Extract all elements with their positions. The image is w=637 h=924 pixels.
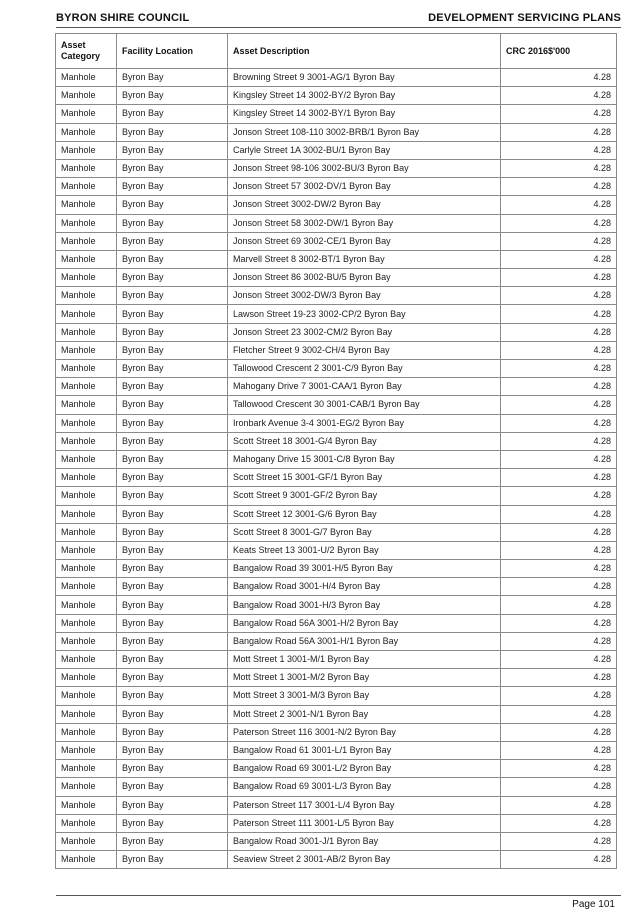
crc-value-cell: 4.28 <box>501 651 617 669</box>
table-row <box>56 105 617 123</box>
table-row <box>56 778 617 796</box>
crc-value-cell: 4.28 <box>501 632 617 650</box>
asset-description-cell: Paterson Street 117 3001-L/4 Byron Bay <box>228 796 501 814</box>
facility-location-cell: Byron Bay <box>117 723 228 741</box>
facility-location-cell: Byron Bay <box>117 487 228 505</box>
asset-category-cell: Manhole <box>56 250 117 268</box>
asset-category-cell: Manhole <box>56 469 117 487</box>
asset-description-cell: Scott Street 18 3001-G/4 Byron Bay <box>228 432 501 450</box>
asset-description-cell: Ironbark Avenue 3-4 3001-EG/2 Byron Bay <box>228 414 501 432</box>
crc-value-cell: 4.28 <box>501 505 617 523</box>
page-number: Page 101 <box>572 899 615 910</box>
crc-value-cell: 4.28 <box>501 560 617 578</box>
facility-location-cell: Byron Bay <box>117 760 228 778</box>
asset-category-cell: Manhole <box>56 396 117 414</box>
table-row <box>56 560 617 578</box>
facility-location-cell: Byron Bay <box>117 578 228 596</box>
table-row <box>56 760 617 778</box>
facility-location-cell: Byron Bay <box>117 596 228 614</box>
table-row <box>56 796 617 814</box>
asset-category-cell: Manhole <box>56 541 117 559</box>
facility-location-cell: Byron Bay <box>117 632 228 650</box>
asset-description-cell: Lawson Street 19-23 3002-CP/2 Byron Bay <box>228 305 501 323</box>
crc-value-cell: 4.28 <box>501 523 617 541</box>
asset-category-cell: Manhole <box>56 69 117 87</box>
table-row <box>56 651 617 669</box>
facility-location-cell: Byron Bay <box>117 269 228 287</box>
crc-value-cell: 4.28 <box>501 360 617 378</box>
facility-location-cell: Byron Bay <box>117 687 228 705</box>
facility-location-cell: Byron Bay <box>117 378 228 396</box>
asset-description-cell: Mott Street 1 3001-M/2 Byron Bay <box>228 669 501 687</box>
asset-description-cell: Mott Street 3 3001-M/3 Byron Bay <box>228 687 501 705</box>
facility-location-cell: Byron Bay <box>117 651 228 669</box>
asset-description-cell: Carlyle Street 1A 3002-BU/1 Byron Bay <box>228 141 501 159</box>
facility-location-cell: Byron Bay <box>117 159 228 177</box>
crc-value-cell: 4.28 <box>501 341 617 359</box>
facility-location-cell: Byron Bay <box>117 614 228 632</box>
table-row <box>56 414 617 432</box>
asset-description-cell: Bangalow Road 69 3001-L/2 Byron Bay <box>228 760 501 778</box>
table-row <box>56 196 617 214</box>
asset-description-cell: Bangalow Road 3001-H/4 Byron Bay <box>228 578 501 596</box>
table-row <box>56 432 617 450</box>
asset-description-cell: Jonson Street 58 3002-DW/1 Byron Bay <box>228 214 501 232</box>
asset-category-cell: Manhole <box>56 796 117 814</box>
table-row <box>56 341 617 359</box>
facility-location-cell: Byron Bay <box>117 69 228 87</box>
table-row <box>56 669 617 687</box>
asset-category-cell: Manhole <box>56 596 117 614</box>
table-row <box>56 723 617 741</box>
facility-location-cell: Byron Bay <box>117 814 228 832</box>
crc-value-cell: 4.28 <box>501 760 617 778</box>
asset-category-cell: Manhole <box>56 814 117 832</box>
asset-description-cell: Scott Street 15 3001-GF/1 Byron Bay <box>228 469 501 487</box>
asset-category-cell: Manhole <box>56 287 117 305</box>
asset-description-cell: Jonson Street 57 3002-DV/1 Byron Bay <box>228 178 501 196</box>
asset-description-cell: Bangalow Road 39 3001-H/5 Byron Bay <box>228 560 501 578</box>
asset-description-cell: Bangalow Road 3001-J/1 Byron Bay <box>228 832 501 850</box>
asset-description-cell: Marvell Street 8 3002-BT/1 Byron Bay <box>228 250 501 268</box>
facility-location-cell: Byron Bay <box>117 832 228 850</box>
table-row <box>56 396 617 414</box>
asset-description-cell: Jonson Street 3002-DW/2 Byron Bay <box>228 196 501 214</box>
facility-location-cell: Byron Bay <box>117 196 228 214</box>
table-row <box>56 123 617 141</box>
column-header-crc: CRC 2016$'000 <box>501 34 617 69</box>
crc-value-cell: 4.28 <box>501 287 617 305</box>
facility-location-cell: Byron Bay <box>117 323 228 341</box>
table-row <box>56 578 617 596</box>
table-row <box>56 250 617 268</box>
table-header-row <box>56 34 617 69</box>
asset-description-cell: Fletcher Street 9 3002-CH/4 Byron Bay <box>228 341 501 359</box>
facility-location-cell: Byron Bay <box>117 360 228 378</box>
asset-category-cell: Manhole <box>56 123 117 141</box>
crc-value-cell: 4.28 <box>501 541 617 559</box>
table-row <box>56 541 617 559</box>
facility-location-cell: Byron Bay <box>117 105 228 123</box>
crc-value-cell: 4.28 <box>501 487 617 505</box>
asset-category-cell: Manhole <box>56 614 117 632</box>
asset-category-cell: Manhole <box>56 687 117 705</box>
crc-value-cell: 4.28 <box>501 123 617 141</box>
asset-table <box>55 33 617 869</box>
asset-description-cell: Jonson Street 23 3002-CM/2 Byron Bay <box>228 323 501 341</box>
table-row <box>56 305 617 323</box>
crc-value-cell: 4.28 <box>501 450 617 468</box>
asset-description-cell: Mott Street 2 3001-N/1 Byron Bay <box>228 705 501 723</box>
crc-value-cell: 4.28 <box>501 723 617 741</box>
table-row <box>56 159 617 177</box>
document-title: DEVELOPMENT SERVICING PLANS <box>428 12 621 24</box>
table-row <box>56 814 617 832</box>
table-row <box>56 632 617 650</box>
asset-category-cell: Manhole <box>56 323 117 341</box>
crc-value-cell: 4.28 <box>501 69 617 87</box>
table-row <box>56 141 617 159</box>
table-row <box>56 232 617 250</box>
asset-category-cell: Manhole <box>56 669 117 687</box>
asset-category-cell: Manhole <box>56 632 117 650</box>
crc-value-cell: 4.28 <box>501 796 617 814</box>
crc-value-cell: 4.28 <box>501 741 617 759</box>
asset-category-cell: Manhole <box>56 305 117 323</box>
facility-location-cell: Byron Bay <box>117 851 228 869</box>
crc-value-cell: 4.28 <box>501 196 617 214</box>
page-header <box>56 8 621 28</box>
asset-category-cell: Manhole <box>56 196 117 214</box>
crc-value-cell: 4.28 <box>501 851 617 869</box>
asset-category-cell: Manhole <box>56 214 117 232</box>
asset-category-cell: Manhole <box>56 360 117 378</box>
facility-location-cell: Byron Bay <box>117 432 228 450</box>
facility-location-cell: Byron Bay <box>117 450 228 468</box>
crc-value-cell: 4.28 <box>501 832 617 850</box>
table-row <box>56 705 617 723</box>
table-row <box>56 832 617 850</box>
asset-category-cell: Manhole <box>56 723 117 741</box>
asset-description-cell: Mott Street 1 3001-M/1 Byron Bay <box>228 651 501 669</box>
crc-value-cell: 4.28 <box>501 614 617 632</box>
asset-description-cell: Jonson Street 108-110 3002-BRB/1 Byron Bay <box>228 123 501 141</box>
facility-location-cell: Byron Bay <box>117 396 228 414</box>
table-row <box>56 214 617 232</box>
asset-category-cell: Manhole <box>56 505 117 523</box>
table-row <box>56 287 617 305</box>
crc-value-cell: 4.28 <box>501 250 617 268</box>
facility-location-cell: Byron Bay <box>117 87 228 105</box>
asset-description-cell: Paterson Street 111 3001-L/5 Byron Bay <box>228 814 501 832</box>
facility-location-cell: Byron Bay <box>117 305 228 323</box>
asset-description-cell: Jonson Street 3002-DW/3 Byron Bay <box>228 287 501 305</box>
asset-description-cell: Keats Street 13 3001-U/2 Byron Bay <box>228 541 501 559</box>
asset-description-cell: Scott Street 12 3001-G/6 Byron Bay <box>228 505 501 523</box>
crc-value-cell: 4.28 <box>501 214 617 232</box>
asset-description-cell: Bangalow Road 56A 3001-H/1 Byron Bay <box>228 632 501 650</box>
asset-category-cell: Manhole <box>56 523 117 541</box>
asset-category-cell: Manhole <box>56 87 117 105</box>
asset-category-cell: Manhole <box>56 487 117 505</box>
asset-description-cell: Bangalow Road 56A 3001-H/2 Byron Bay <box>228 614 501 632</box>
table-row <box>56 469 617 487</box>
asset-description-cell: Seaview Street 2 3001-AB/2 Byron Bay <box>228 851 501 869</box>
asset-category-cell: Manhole <box>56 178 117 196</box>
facility-location-cell: Byron Bay <box>117 414 228 432</box>
asset-category-cell: Manhole <box>56 741 117 759</box>
table-row <box>56 614 617 632</box>
asset-description-cell: Paterson Street 116 3001-N/2 Byron Bay <box>228 723 501 741</box>
asset-description-cell: Kingsley Street 14 3002-BY/2 Byron Bay <box>228 87 501 105</box>
asset-category-cell: Manhole <box>56 578 117 596</box>
facility-location-cell: Byron Bay <box>117 523 228 541</box>
asset-description-cell: Jonson Street 69 3002-CE/1 Byron Bay <box>228 232 501 250</box>
facility-location-cell: Byron Bay <box>117 178 228 196</box>
crc-value-cell: 4.28 <box>501 432 617 450</box>
crc-value-cell: 4.28 <box>501 596 617 614</box>
facility-location-cell: Byron Bay <box>117 341 228 359</box>
crc-value-cell: 4.28 <box>501 178 617 196</box>
facility-location-cell: Byron Bay <box>117 214 228 232</box>
facility-location-cell: Byron Bay <box>117 469 228 487</box>
asset-category-cell: Manhole <box>56 378 117 396</box>
column-header-asset-category: Asset Category <box>56 34 117 69</box>
crc-value-cell: 4.28 <box>501 814 617 832</box>
footer-divider <box>56 895 621 896</box>
asset-description-cell: Scott Street 9 3001-GF/2 Byron Bay <box>228 487 501 505</box>
crc-value-cell: 4.28 <box>501 778 617 796</box>
facility-location-cell: Byron Bay <box>117 541 228 559</box>
column-header-asset-description: Asset Description <box>228 34 501 69</box>
facility-location-cell: Byron Bay <box>117 778 228 796</box>
table-row <box>56 378 617 396</box>
asset-description-cell: Tallowood Crescent 30 3001-CAB/1 Byron Bay <box>228 396 501 414</box>
column-header-facility-location: Facility Location <box>117 34 228 69</box>
asset-description-cell: Bangalow Road 3001-H/3 Byron Bay <box>228 596 501 614</box>
facility-location-cell: Byron Bay <box>117 141 228 159</box>
facility-location-cell: Byron Bay <box>117 560 228 578</box>
asset-category-cell: Manhole <box>56 560 117 578</box>
asset-category-cell: Manhole <box>56 432 117 450</box>
crc-value-cell: 4.28 <box>501 687 617 705</box>
asset-category-cell: Manhole <box>56 269 117 287</box>
facility-location-cell: Byron Bay <box>117 232 228 250</box>
facility-location-cell: Byron Bay <box>117 287 228 305</box>
header-divider <box>56 27 621 28</box>
asset-category-cell: Manhole <box>56 760 117 778</box>
facility-location-cell: Byron Bay <box>117 669 228 687</box>
table-row <box>56 741 617 759</box>
crc-value-cell: 4.28 <box>501 705 617 723</box>
table-row <box>56 323 617 341</box>
facility-location-cell: Byron Bay <box>117 250 228 268</box>
table-row <box>56 687 617 705</box>
table-body <box>56 69 617 869</box>
crc-value-cell: 4.28 <box>501 414 617 432</box>
asset-category-cell: Manhole <box>56 778 117 796</box>
facility-location-cell: Byron Bay <box>117 796 228 814</box>
asset-category-cell: Manhole <box>56 141 117 159</box>
asset-category-cell: Manhole <box>56 705 117 723</box>
crc-value-cell: 4.28 <box>501 159 617 177</box>
table-row <box>56 87 617 105</box>
crc-value-cell: 4.28 <box>501 105 617 123</box>
facility-location-cell: Byron Bay <box>117 123 228 141</box>
asset-category-cell: Manhole <box>56 651 117 669</box>
facility-location-cell: Byron Bay <box>117 505 228 523</box>
asset-description-cell: Bangalow Road 69 3001-L/3 Byron Bay <box>228 778 501 796</box>
asset-category-cell: Manhole <box>56 232 117 250</box>
crc-value-cell: 4.28 <box>501 87 617 105</box>
crc-value-cell: 4.28 <box>501 305 617 323</box>
table-row <box>56 360 617 378</box>
table-row <box>56 505 617 523</box>
crc-value-cell: 4.28 <box>501 141 617 159</box>
crc-value-cell: 4.28 <box>501 578 617 596</box>
asset-category-cell: Manhole <box>56 832 117 850</box>
asset-category-cell: Manhole <box>56 414 117 432</box>
table-row <box>56 523 617 541</box>
crc-value-cell: 4.28 <box>501 469 617 487</box>
asset-category-cell: Manhole <box>56 341 117 359</box>
asset-category-cell: Manhole <box>56 159 117 177</box>
facility-location-cell: Byron Bay <box>117 705 228 723</box>
council-name: BYRON SHIRE COUNCIL <box>56 12 190 24</box>
table-row <box>56 450 617 468</box>
asset-category-cell: Manhole <box>56 851 117 869</box>
asset-description-cell: Browning Street 9 3001-AG/1 Byron Bay <box>228 69 501 87</box>
facility-location-cell: Byron Bay <box>117 741 228 759</box>
table-row <box>56 596 617 614</box>
table-row <box>56 69 617 87</box>
table-row <box>56 269 617 287</box>
asset-description-cell: Bangalow Road 61 3001-L/1 Byron Bay <box>228 741 501 759</box>
crc-value-cell: 4.28 <box>501 378 617 396</box>
crc-value-cell: 4.28 <box>501 323 617 341</box>
crc-value-cell: 4.28 <box>501 232 617 250</box>
asset-category-cell: Manhole <box>56 105 117 123</box>
asset-description-cell: Jonson Street 86 3002-BU/5 Byron Bay <box>228 269 501 287</box>
asset-description-cell: Mahogany Drive 7 3001-CAA/1 Byron Bay <box>228 378 501 396</box>
crc-value-cell: 4.28 <box>501 269 617 287</box>
asset-description-cell: Kingsley Street 14 3002-BY/1 Byron Bay <box>228 105 501 123</box>
asset-description-cell: Mahogany Drive 15 3001-C/8 Byron Bay <box>228 450 501 468</box>
asset-description-cell: Jonson Street 98-106 3002-BU/3 Byron Bay <box>228 159 501 177</box>
crc-value-cell: 4.28 <box>501 396 617 414</box>
asset-category-cell: Manhole <box>56 450 117 468</box>
table-row <box>56 487 617 505</box>
table-row <box>56 851 617 869</box>
asset-description-cell: Scott Street 8 3001-G/7 Byron Bay <box>228 523 501 541</box>
table-row <box>56 178 617 196</box>
asset-description-cell: Tallowood Crescent 2 3001-C/9 Byron Bay <box>228 360 501 378</box>
crc-value-cell: 4.28 <box>501 669 617 687</box>
